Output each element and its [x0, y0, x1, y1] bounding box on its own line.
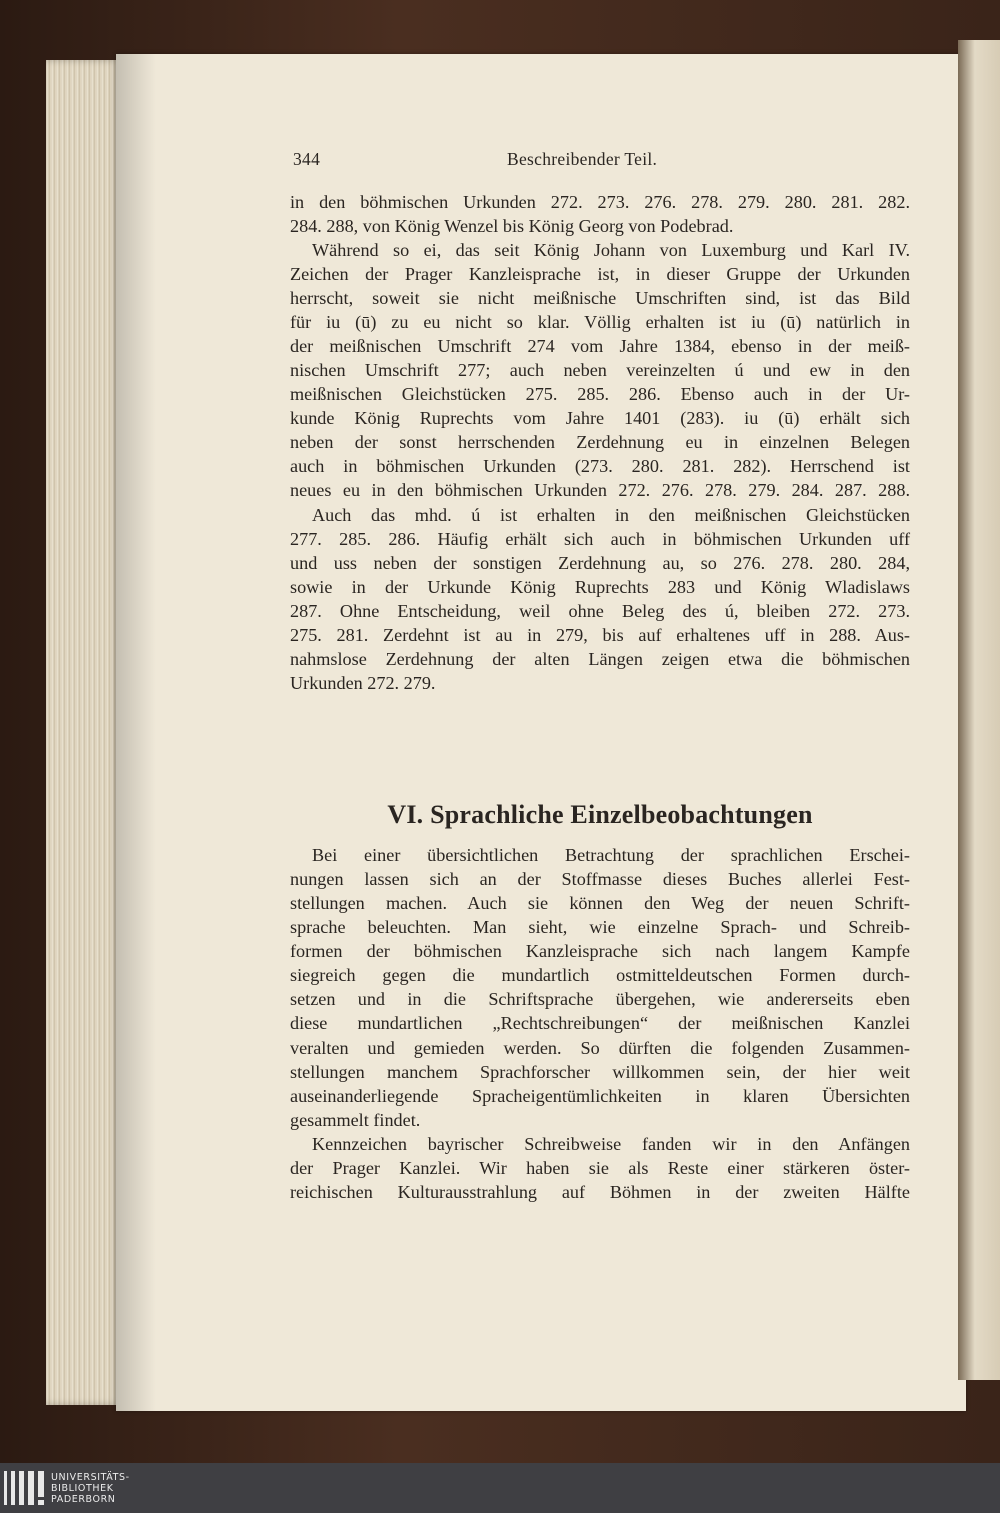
- text-line: nungen lassen sich an der Stoffmasse dieses Buches allerlei Fest-: [290, 869, 910, 889]
- text-line: Urkunden 272. 279.: [290, 673, 436, 693]
- text-line: in den böhmischen Urkunden 272. 273. 276. 278. 279. 280. 281. 282.: [290, 192, 910, 212]
- text-line: herrscht, soweit sie nicht meißnische Umschriften sind, ist das Bild: [290, 288, 910, 308]
- text-line: stellungen machen. Auch sie können den Weg der neuen Schrift-: [290, 893, 910, 913]
- text-line: für iu (ū) zu eu nicht so klar. Völlig erhalten ist iu (ū) natürlich in: [290, 312, 910, 332]
- text-line: Zeichen der Prager Kanzleisprache ist, in dieser Gruppe der Urkunden: [290, 264, 910, 284]
- running-title: Beschreibender Teil.: [507, 149, 658, 169]
- text-line: formen der böhmischen Kanzleisprache sich nach langem Kampfe: [290, 941, 910, 961]
- text-line: 284. 288, von König Wenzel bis König Georg von Podebrad.: [290, 216, 734, 236]
- text-line: 275. 281. Zerdehnt ist au in 279, bis auf erhaltenes uff in 288. Aus-: [290, 625, 910, 645]
- text-line: nahmslose Zerdehnung der alten Längen zeigen etwa die böhmischen: [290, 649, 910, 669]
- library-line: BIBLIOTHEK: [51, 1483, 114, 1494]
- text-line: meißnischen Gleichstücken 275. 285. 286. Ebenso auch in der Ur-: [290, 384, 910, 404]
- text-line: siegreich gegen die mundartlich ostmitteldeutschen Formen durch-: [290, 965, 910, 985]
- text-line: Während so ei, das seit König Johann von Luxemburg und Karl IV.: [312, 240, 910, 260]
- text-line: stellungen manchem Sprachforscher willkommen sein, der hier weit: [290, 1062, 910, 1082]
- page-header: [293, 149, 910, 177]
- text-line: reichischen Kulturausstrahlung auf Böhmen in der zweiten Hälfte: [290, 1182, 910, 1202]
- text-line: diese mundartlichen „Rechtschreibungen“ der meißnischen Kanzlei: [290, 1013, 910, 1033]
- text-line: der meißnischen Umschrift 274 vom Jahre 1384, ebenso in der meiß-: [290, 336, 910, 356]
- section-heading: VI. Sprachliche Einzelbeobachtungen: [387, 800, 813, 829]
- library-line: UNIVERSITÄTS-: [51, 1472, 130, 1483]
- text-line: kunde König Ruprechts vom Jahre 1401 (283). iu (ū) erhält sich: [290, 408, 910, 428]
- text-line: Bei einer übersichtlichen Betrachtung der sprachlichen Erschei-: [312, 845, 910, 865]
- text-line: sprache beleuchten. Man sieht, wie einzelne Sprach- und Schreib-: [290, 917, 910, 937]
- text-line: sowie in der Urkunde König Ruprechts 283 und König Wladislaws: [290, 577, 910, 597]
- text-line: 287. Ohne Entscheidung, weil ohne Beleg des ú, bleiben 272. 273.: [290, 601, 910, 621]
- text-line: setzen und in die Schriftsprache übergehen, wie andererseits eben: [290, 989, 910, 1009]
- page-edges: [46, 60, 120, 1405]
- text-line: Auch das mhd. ú ist erhalten in den meißnischen Gleichstücken: [312, 505, 910, 525]
- library-name: [51, 1472, 130, 1505]
- text-line: und uss neben der sonstigen Zerdehnung au, so 276. 278. 280. 284,: [290, 553, 910, 573]
- text-line: auseinanderliegende Spracheigentümlichkeiten in klaren Übersichten: [290, 1086, 910, 1106]
- page-number: 344: [293, 149, 321, 169]
- text-line: gesammelt findet.: [290, 1110, 421, 1130]
- facing-page-edge: [958, 40, 1000, 1380]
- library-line: PADERBORN: [51, 1494, 116, 1505]
- text-line: der Prager Kanzlei. Wir haben sie als Reste einer stärkeren öster-: [290, 1158, 910, 1178]
- text-line: neues eu in den böhmischen Urkunden 272. 276. 278. 279. 284. 287. 288.: [290, 480, 910, 500]
- text-line: veralten und gemieden werden. So dürften die folgenden Zusammen-: [290, 1038, 910, 1058]
- text-line: nischen Umschrift 277; auch neben vereinzelten ú und ew in den: [290, 360, 910, 380]
- text-line: 277. 285. 286. Häufig erhält sich auch in böhmischen Urkunden uff: [290, 529, 910, 549]
- text-line: auch in böhmischen Urkunden (273. 280. 281. 282). Herrschend ist: [290, 456, 910, 476]
- library-logo-icon: [0, 1471, 45, 1505]
- text-line: neben der sonst herrschenden Zerdehnung eu in einzelnen Belegen: [290, 432, 910, 452]
- library-footer: [0, 1463, 1000, 1513]
- text-line: Kennzeichen bayrischer Schreibweise fanden wir in den Anfängen: [312, 1134, 910, 1154]
